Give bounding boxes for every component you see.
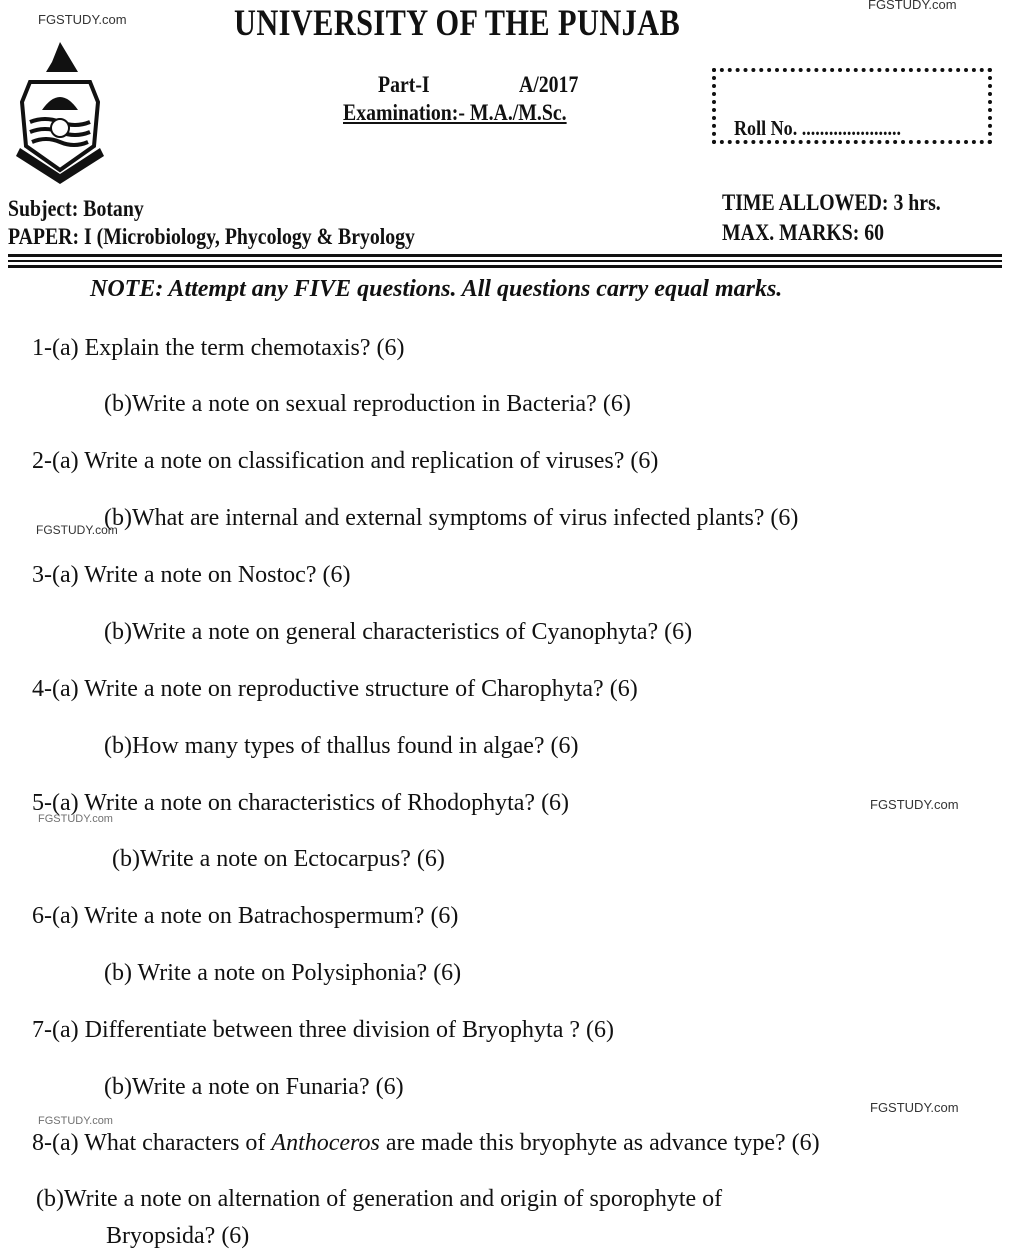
question-3a: 3-(a) Write a note on Nostoc? (6) — [32, 562, 351, 588]
examination-type: Examination:- M.A./M.Sc. — [343, 100, 567, 125]
question-8b-continued: Bryopsida? (6) — [106, 1223, 250, 1249]
question-2b: (b)What are internal and external symptoms of virus infected plants? (6) — [104, 505, 799, 531]
roll-number-box — [712, 68, 992, 144]
exam-session: A/2017 — [519, 72, 579, 97]
watermark: FGSTUDY.com — [38, 1115, 113, 1127]
question-3b: (b)Write a note on general characteristics of Cyanophyta? (6) — [104, 619, 693, 645]
watermark: FGSTUDY.com — [38, 813, 113, 825]
question-5b: (b)Write a note on Ectocarpus? (6) — [112, 846, 445, 872]
exam-part: Part-I — [378, 72, 430, 97]
watermark: FGSTUDY.com — [36, 523, 118, 537]
divider — [8, 260, 1002, 262]
question-6b: (b) Write a note on Polysiphonia? (6) — [104, 960, 462, 986]
roll-number-label: Roll No. ...................... — [734, 116, 902, 140]
question-7a: 7-(a) Differentiate between three division of Bryophyta ? (6) — [32, 1017, 614, 1043]
watermark: FGSTUDY.com — [868, 0, 957, 12]
question-8a-genus: Anthoceros — [271, 1130, 380, 1156]
divider — [8, 254, 1002, 257]
question-8a-suffix: are made this bryophyte as advance type? (6) — [379, 1130, 820, 1156]
question-1a: 1-(a) Explain the term chemotaxis? (6) — [32, 335, 405, 361]
time-allowed: TIME ALLOWED: 3 hrs. — [722, 190, 941, 215]
question-6a: 6-(a) Write a note on Batrachospermum? (6) — [32, 903, 459, 929]
paper-title: PAPER: I (Microbiology, Phycology & Bryology — [8, 224, 415, 249]
divider — [8, 265, 1002, 268]
question-4b: (b)How many types of thallus found in algae? (6) — [104, 733, 579, 759]
university-crest-logo — [12, 38, 108, 186]
watermark: FGSTUDY.com — [870, 797, 959, 812]
question-8b: (b)Write a note on alternation of generation and origin of sporophyte of — [36, 1186, 723, 1212]
question-8a — [32, 1130, 820, 1157]
question-7b: (b)Write a note on Funaria? (6) — [104, 1074, 404, 1100]
instructions-note: NOTE: Attempt any FIVE questions. All questions carry equal marks. — [90, 276, 783, 302]
question-5a: 5-(a) Write a note on characteristics of Rhodophyta? (6) — [32, 790, 570, 816]
question-2a: 2-(a) Write a note on classification and replication of viruses? (6) — [32, 448, 659, 474]
watermark: FGSTUDY.com — [38, 12, 127, 27]
question-1b: (b)Write a note on sexual reproduction in Bacteria? (6) — [104, 391, 631, 417]
university-title: UNIVERSITY OF THE PUNJAB — [234, 3, 681, 44]
max-marks: MAX. MARKS: 60 — [722, 220, 885, 245]
question-8a-prefix: 8-(a) What characters of — [32, 1130, 272, 1156]
subject: Subject: Botany — [8, 196, 144, 221]
watermark: FGSTUDY.com — [870, 1100, 959, 1115]
question-4a: 4-(a) Write a note on reproductive structure of Charophyta? (6) — [32, 676, 638, 702]
